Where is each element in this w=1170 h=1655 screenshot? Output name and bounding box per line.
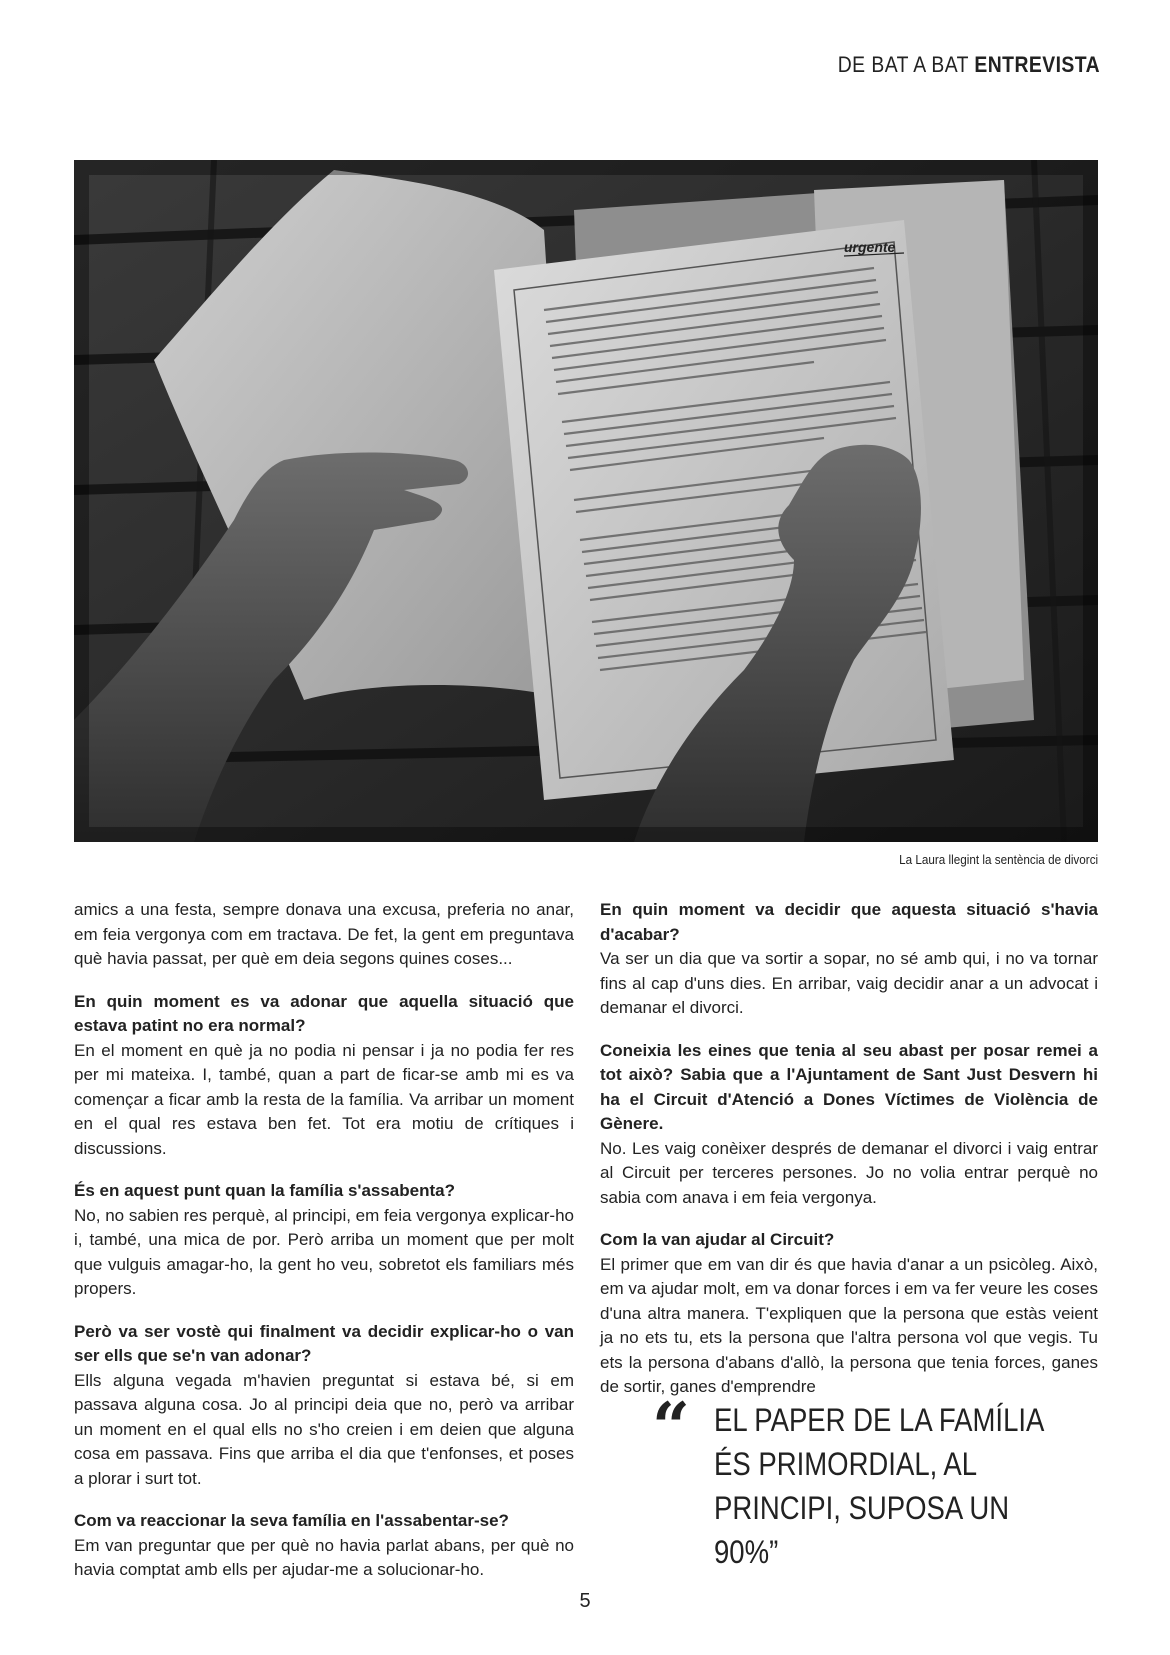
- question-text: És en aquest punt quan la família s'assabenta?: [74, 1181, 455, 1200]
- answer-text: amics a una festa, sempre donava una excusa, preferia no anar, em feia vergonya com em tractava. De fet, la gent em preguntava què havia passat, per què em deia segons quines coses...: [74, 900, 574, 968]
- left-column: [74, 898, 574, 1601]
- qa-block: [600, 1228, 1098, 1400]
- question-text: Coneixia les eines que tenia al seu abast per posar remei a tot això? Sabia que a l'Ajuntament de Sant Just Desvern hi ha el Circuit d'Atenció a Dones Víctimes de Violència de Gènere.: [600, 1040, 1098, 1133]
- qa-block: [74, 1509, 574, 1583]
- pull-quote-text: EL PAPER DE LA FAMÍLIA ÉS PRIMORDIAL, AL PRINCIPI, SUPOSA UN 90%”: [714, 1402, 1043, 1570]
- qa-block: [74, 1179, 574, 1302]
- publication-name: DE BAT A BAT: [837, 52, 969, 77]
- answer-text: El primer que em van dir és que havia d'anar a un psicòleg. Això, em va ajudar molt, em va donar forces i em va fer veure les coses d'una altra manera. T'expliquen que la persona que estàs veient ja no ets tu, ets la persona que l'altra persona vol que vegis. Tu ets la persona d'abans d'allò, la persona que tenia forces, ganes de sortir, ganes d'emprendre: [600, 1254, 1098, 1396]
- pull-quote: [652, 1388, 1092, 1574]
- question-text: En quin moment es va adonar que aquella situació que estava patint no era normal?: [74, 991, 574, 1035]
- qa-block: [600, 898, 1098, 1021]
- qa-block: [74, 1320, 574, 1492]
- quote-mark-icon: “: [652, 1388, 690, 1466]
- answer-text: No. Les vaig conèixer després de demanar el divorci i vaig entrar al Circuit per terceres persones. Jo no volia entrar perquè no sabia com anava i em feia vergonya.: [600, 1138, 1098, 1207]
- answer-text: No, no sabien res perquè, al principi, em feia vergonya explicar-ho i, també, una mica de por. Però arriba un moment que per molt que vulguis amagar-ho, la gent ho veu, sobretot els familiars més propers.: [74, 1205, 574, 1298]
- photo-caption: La Laura llegint la sentència de divorci: [898, 852, 1098, 867]
- answer-text: Va ser un dia que va sortir a sopar, no sé amb qui, i no va tornar fins al cap d'uns dies. En arribar, vaig decidir anar a un advocat i demanar el divorci.: [600, 949, 1098, 1017]
- answer-text: Ells alguna vegada m'havien preguntat si estava bé, si em passava alguna cosa. Jo al principi deia que no, però va arribar un moment en el qual ells no s'ho creien i em deien que alguna cosa em passava. Fins que arriba el dia que t'enfonses, et poses a plorar i surt tot.: [74, 1370, 574, 1488]
- question-text: Com va reaccionar la seva família en l'assabentar-se?: [74, 1511, 509, 1530]
- question-text: Com la van ajudar al Circuit?: [600, 1230, 835, 1249]
- document-word: urgente: [844, 239, 896, 255]
- question-text: En quin moment va decidir que aquesta situació s'havia d'acabar?: [600, 900, 1098, 944]
- question-text: Però va ser vostè qui finalment va decidir explicar-ho o van ser ells que se'n van adonar?: [74, 1321, 574, 1365]
- article-photo: [74, 160, 1098, 842]
- right-column: [600, 898, 1098, 1418]
- qa-block: [600, 1039, 1098, 1211]
- qa-block: [74, 898, 574, 972]
- page-number: 5: [579, 1590, 591, 1612]
- qa-block: [74, 990, 574, 1162]
- answer-text: Em van preguntar que per què no havia parlat abans, per què no havia comptat amb ells per ajudar-me a solucionar-ho.: [74, 1535, 574, 1579]
- answer-text: En el moment en què ja no podia ni pensar i ja no podia fer res per mi mateixa. I, també, quan a part de ficar-se amb mi es va començar a ficar amb la resta de la família. Va arribar un moment en el qual res estava ben fet. Tot era motiu de crítiques i discussions.: [74, 1040, 574, 1158]
- page-header: [838, 52, 1100, 78]
- section-name: ENTREVISTA: [974, 52, 1100, 77]
